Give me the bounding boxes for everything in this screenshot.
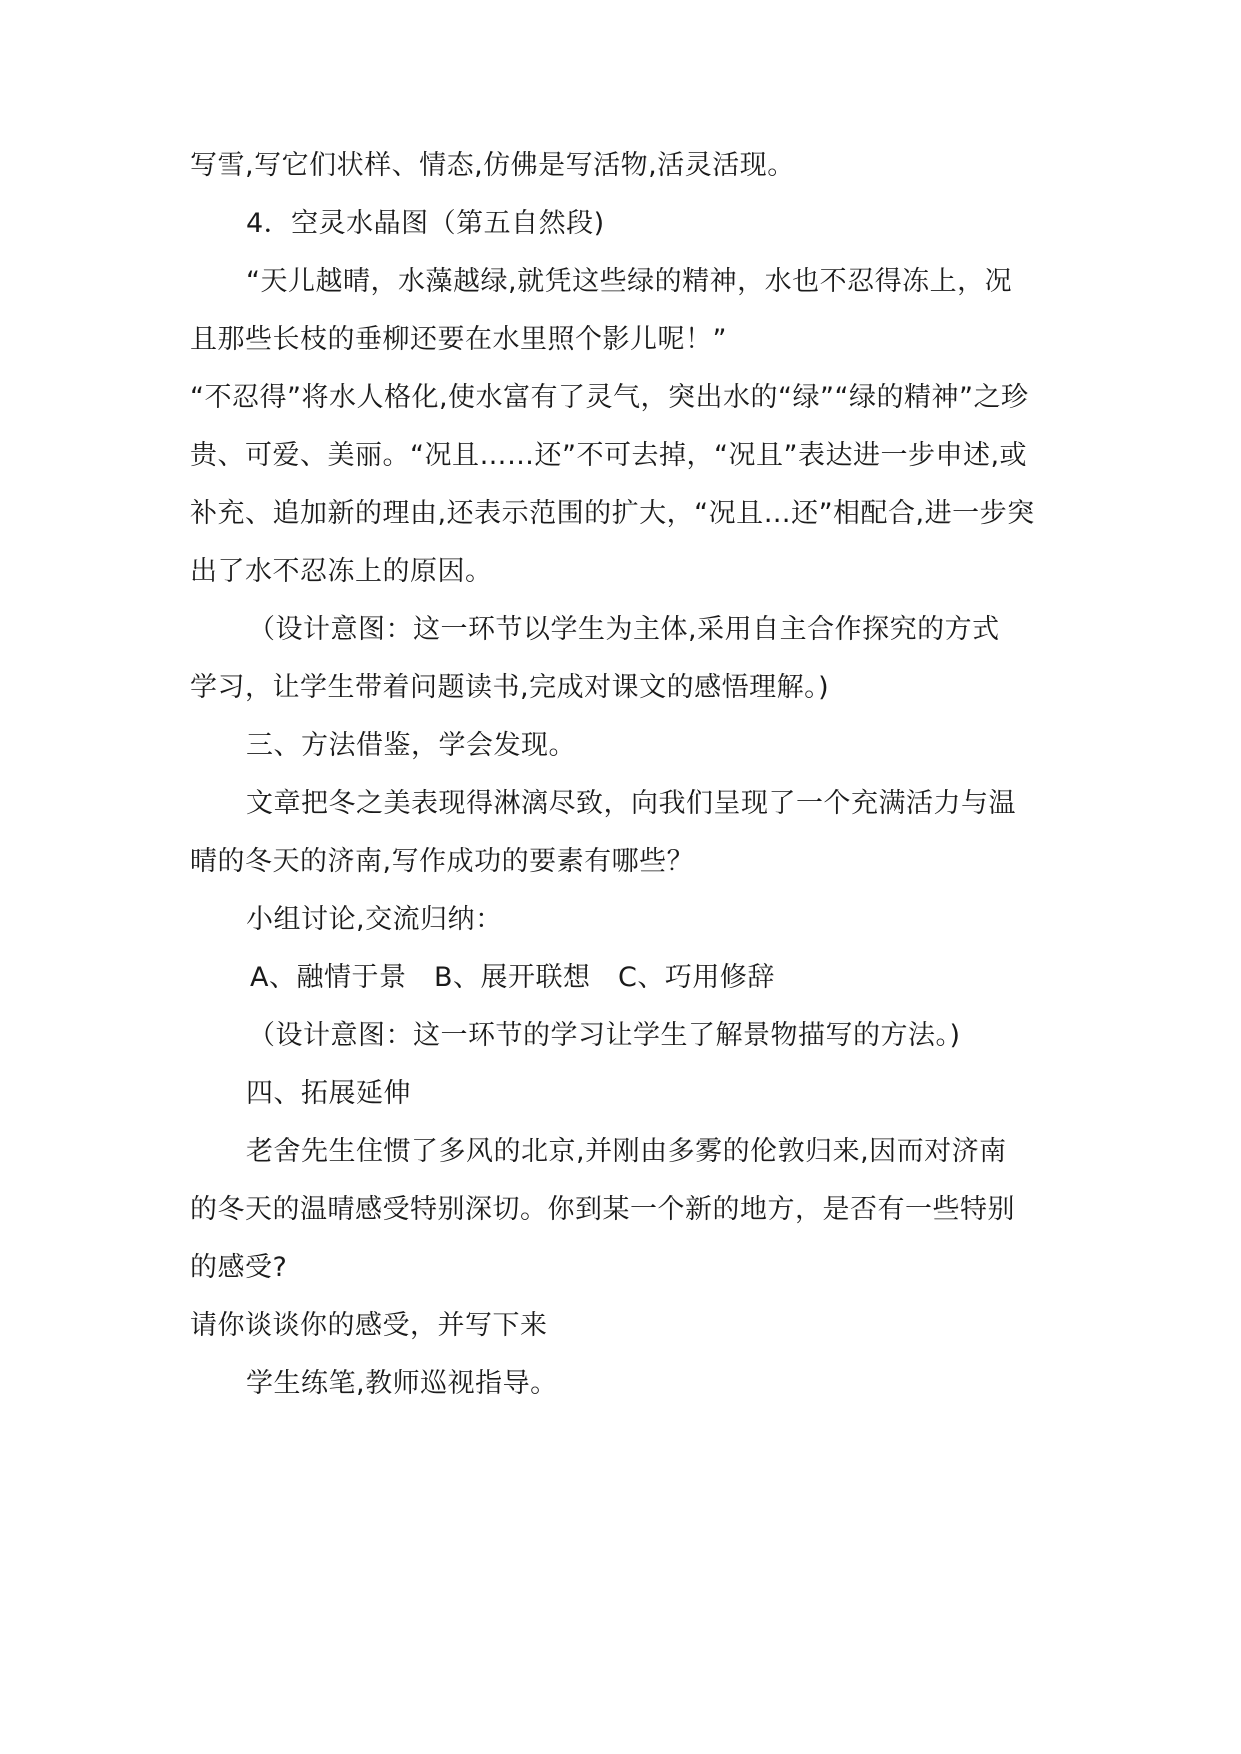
design-note-line: （设计意图：这一环节以学生为主体,采用自主合作探究的方式	[248, 614, 1000, 645]
section-heading: 三、方法借鉴，学会发现。	[246, 730, 576, 761]
paragraph-line: 的感受?	[190, 1252, 288, 1283]
paragraph-line: 贵、可爱、美丽。“况且……还”不可去掉，“况且”表达进一步申述,或	[190, 440, 1028, 471]
summary-list: A、融情于景 B、展开联想 C、巧用修辞	[250, 962, 775, 993]
paragraph-line: 老舍先生住惯了多风的北京,并刚由多雾的伦敦归来,因而对济南	[246, 1136, 1007, 1167]
paragraph-line: 补充、追加新的理由,还表示范围的扩大，“况且…还”相配合,进一步突	[190, 498, 1035, 529]
paragraph-line: 小组讨论,交流归纳：	[246, 904, 503, 935]
paragraph-line: 晴的冬天的济南,写作成功的要素有哪些？	[190, 846, 695, 877]
paragraph-line: 写雪,写它们状样、情态,仿佛是写活物,活灵活现。	[190, 150, 795, 181]
quote-line: 且那些长枝的垂柳还要在水里照个影儿呢！”	[190, 324, 727, 355]
paragraph-line: 请你谈谈你的感受，并写下来	[190, 1310, 548, 1341]
paragraph-line: 学生练笔,教师巡视指导。	[246, 1368, 558, 1399]
paragraph-line: 的冬天的温晴感受特别深切。你到某一个新的地方，是否有一些特别	[190, 1194, 1015, 1225]
paragraph-line: 出了水不忍冻上的原因。	[190, 556, 493, 587]
section-heading: 4．空灵水晶图（第五自然段)	[246, 208, 605, 239]
section-heading: 四、拓展延伸	[246, 1078, 411, 1109]
paragraph-line: 文章把冬之美表现得淋漓尽致，向我们呈现了一个充满活力与温	[246, 788, 1016, 819]
paragraph-line: “不忍得”将水人格化,使水富有了灵气，突出水的“绿”“绿的精神”之珍	[190, 382, 1029, 413]
quote-line: “天儿越晴，水藻越绿,就凭这些绿的精神，水也不忍得冻上，况	[246, 266, 1013, 297]
design-note-line: 学习，让学生带着问题读书,完成对课文的感悟理解。)	[190, 672, 830, 703]
design-note-line: （设计意图：这一环节的学习让学生了解景物描写的方法。)	[248, 1020, 961, 1051]
